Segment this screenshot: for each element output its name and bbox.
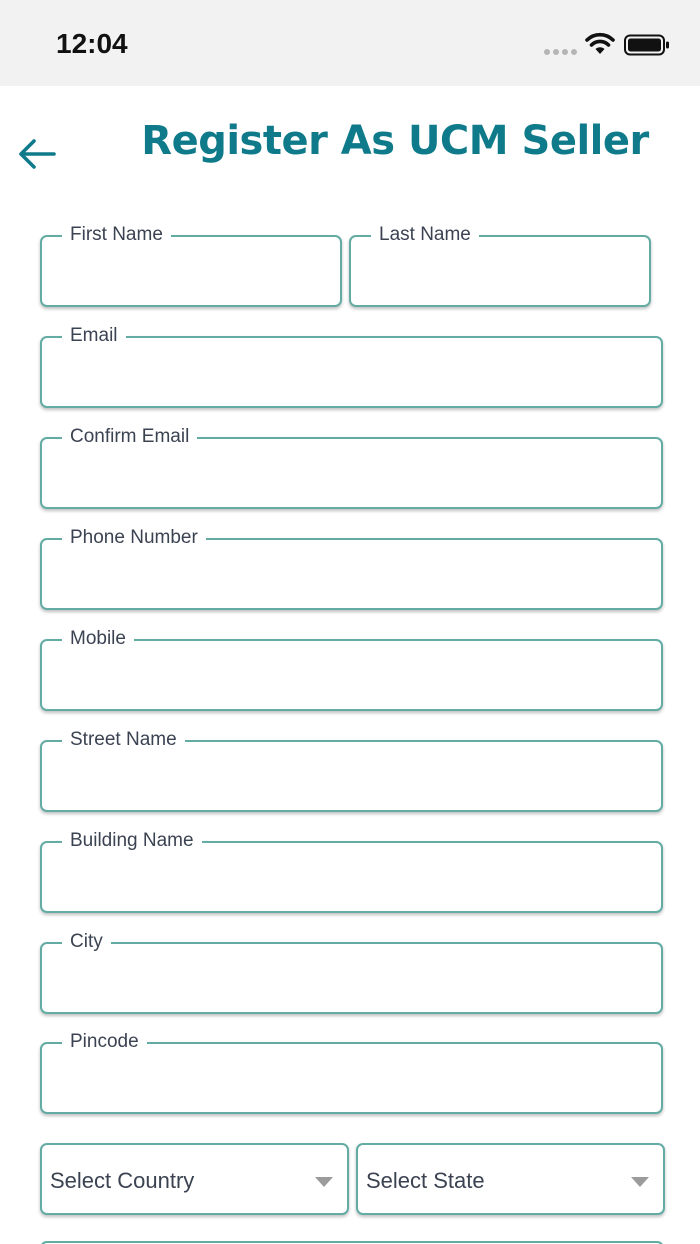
caret-down-icon xyxy=(315,1177,333,1187)
pincode-input[interactable] xyxy=(42,1044,661,1112)
confirm-email-input[interactable] xyxy=(42,439,661,507)
state-select-value: Select State xyxy=(366,1168,485,1193)
battery-icon xyxy=(624,34,670,56)
first-name-field[interactable] xyxy=(40,224,342,307)
state-select[interactable] xyxy=(356,1143,665,1215)
confirm-email-label: Confirm Email xyxy=(62,425,197,449)
street-name-label: Street Name xyxy=(62,728,185,752)
last-name-field[interactable] xyxy=(349,224,651,307)
email-label: Email xyxy=(62,324,126,348)
country-select[interactable] xyxy=(40,1143,349,1215)
signal-dots-icon xyxy=(544,49,577,55)
last-name-input[interactable] xyxy=(351,237,649,305)
phone-number-input[interactable] xyxy=(42,540,661,608)
building-name-field[interactable] xyxy=(40,830,663,913)
confirm-email-field[interactable] xyxy=(40,426,663,509)
building-name-label: Building Name xyxy=(62,829,202,853)
street-name-input[interactable] xyxy=(42,742,661,810)
city-input[interactable] xyxy=(42,944,661,1012)
country-select-value: Select Country xyxy=(50,1168,195,1193)
mobile-label: Mobile xyxy=(62,627,134,651)
pincode-field[interactable] xyxy=(40,1031,663,1114)
mobile-field[interactable] xyxy=(40,628,663,711)
street-name-field[interactable] xyxy=(40,729,663,812)
last-name-label: Last Name xyxy=(371,223,479,247)
first-name-input[interactable] xyxy=(42,237,340,305)
email-field[interactable] xyxy=(40,325,663,408)
pincode-label: Pincode xyxy=(62,1030,147,1054)
arrow-left-icon[interactable] xyxy=(16,136,58,172)
caret-down-icon xyxy=(631,1177,649,1187)
first-name-label: First Name xyxy=(62,223,171,247)
mobile-input[interactable] xyxy=(42,641,661,709)
page-title: Register As UCM Seller xyxy=(141,118,649,164)
city-field[interactable] xyxy=(40,931,663,1014)
building-name-input[interactable] xyxy=(42,843,661,911)
phone-number-label: Phone Number xyxy=(62,526,206,550)
city-label: City xyxy=(62,930,111,954)
wifi-icon xyxy=(584,32,616,56)
email-input[interactable] xyxy=(42,338,661,406)
status-time: 12:04 xyxy=(56,28,128,59)
phone-number-field[interactable] xyxy=(40,527,663,610)
status-bar xyxy=(0,0,700,86)
